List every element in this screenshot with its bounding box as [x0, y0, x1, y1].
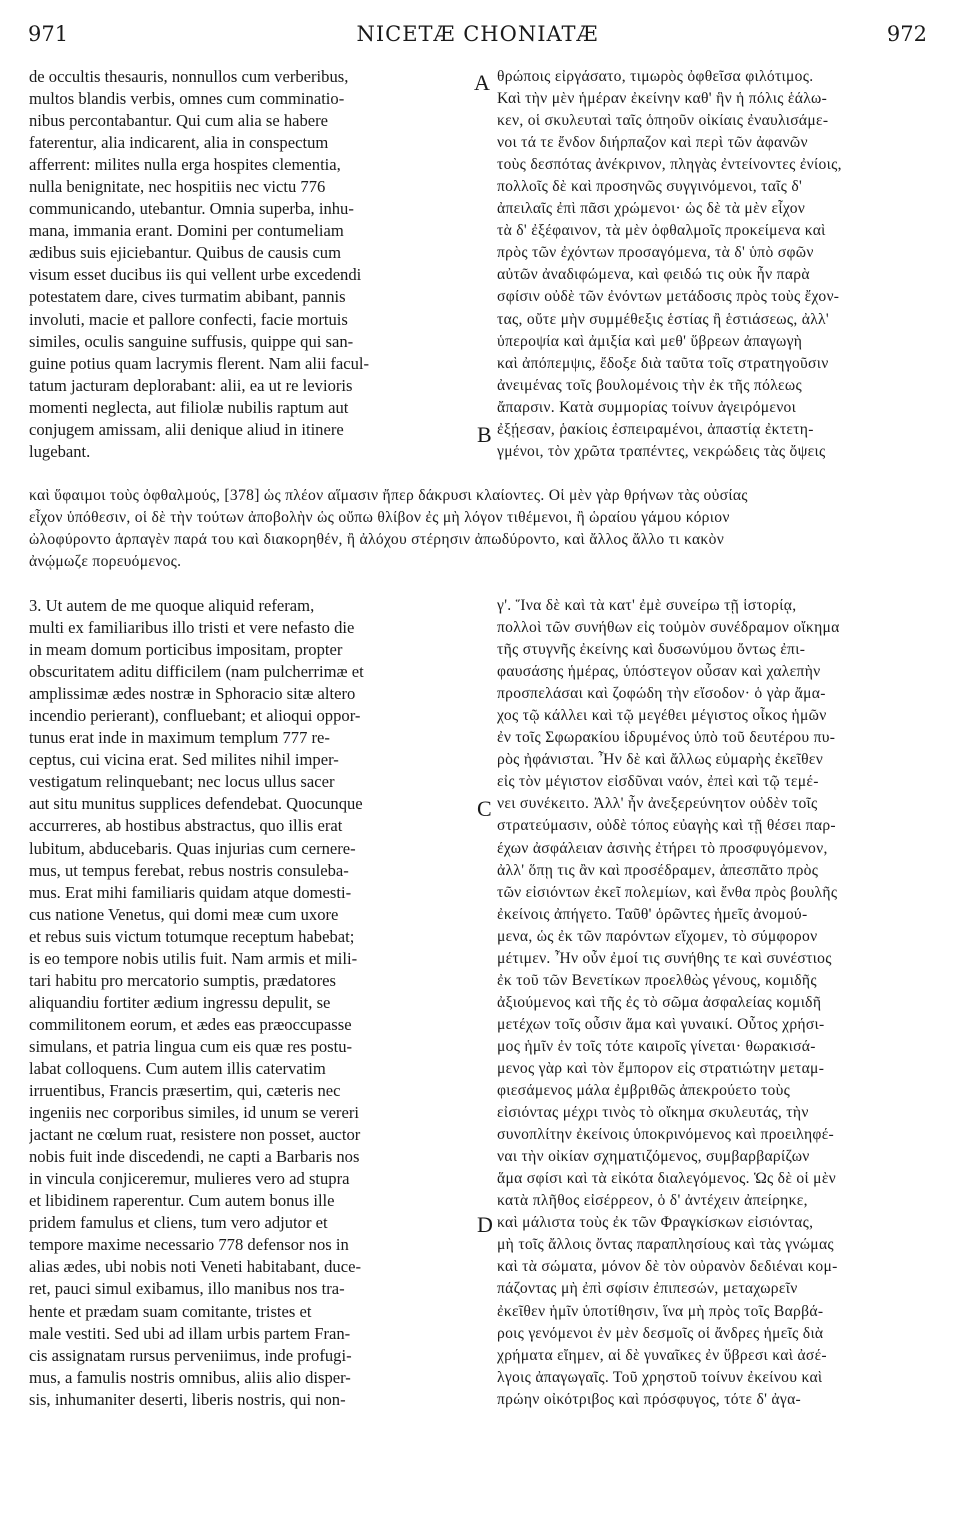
- greek-line: τας, οὔτε μὴν συμμέθεξις ἑστίας ἢ ἑστιάσεως, ἀλλ': [497, 310, 830, 328]
- greek-fullwidth-passage: [29, 485, 937, 573]
- greek-line: συνοπλίτην ἐκείνοις ὑποκρινόμενος καὶ προειληφέ-: [497, 1126, 835, 1144]
- greek-line: ροις γενόμενοι ἐν μὲν δεσμοῖς οἱ ἄνδρες ἡμεῖς διὰ: [497, 1324, 824, 1342]
- latin-line: similes, oculis sanguine suffusis, quippe qui san-: [29, 331, 354, 351]
- greek-line: σφίσιν οὐδὲ τῶν ἐνόντων μετάδοσις πρὸς τοὺς ἔχον-: [497, 288, 840, 306]
- latin-line: alias ædes, ubi nobis noti Veneti habitabant, duce-: [29, 1257, 361, 1277]
- greek-column-top: [497, 66, 935, 463]
- latin-line: de occultis thesauris, nonnullos cum verberibus,: [29, 67, 349, 86]
- section-marker-d: D: [477, 1212, 493, 1237]
- greek-line: ἀνειμένας τοῖς βουλομένοις τὴν ἐκ τῆς πόλεως: [497, 376, 802, 394]
- greek-line: μος ἡμῖν ἐν τοῖς τότε καιροῖς γίνεται· θωρακισά-: [497, 1037, 816, 1055]
- section-marker-b: B: [477, 422, 492, 447]
- latin-line: involuti, macie et pallore confecti, facie mortuis: [29, 309, 348, 329]
- latin-line: nulla benignitate, nec hospitiis nec victu 776: [29, 177, 326, 197]
- greek-line: κατὰ πλῆθος εἰσέρρεον, ὁ δ' ἀντέχειν ἀπείρηκε,: [497, 1192, 808, 1210]
- running-title: NICETÆ CHONIATÆ: [356, 22, 599, 46]
- greek-line: γμένοι, τὸν χρῶτα τραπέντες, νεκρώδεις τὰς ὄψεις: [497, 442, 826, 460]
- greek-line: ἀπειλαῖς ἐπὶ πᾶσι χρώμενοι· ὡς δὲ τὰ μὲν εἶχον: [497, 200, 806, 218]
- latin-line: multi ex familiaribus illo tristi et vere nefasto die: [29, 618, 355, 638]
- latin-line: lubitum, abducebaris. Quas injurias cum cernere-: [29, 838, 356, 858]
- latin-line: hente et prædam suam comitante, tristes et: [29, 1301, 312, 1321]
- greek-line: εἰς τὸν μέγιστον εἰσδῦναι ναόν, ἐπεὶ καὶ τῷ τεμέ-: [497, 773, 819, 791]
- latin-line: tari habitu pro mercatorio sumptis, prædatores: [29, 970, 336, 990]
- latin-line: pridem famulus et cliens, tum vero adjutor et: [29, 1213, 328, 1233]
- latin-line: aut situ munitus supplices defendebat. Quocunque: [29, 794, 363, 814]
- latin-line: ceptus, cui vicina erat. Sed milites nihil imper-: [29, 750, 339, 770]
- greek-line: στρατεύμασιν, οὐδὲ τόπος εὐαγὴς καὶ τῇ θέσει παρ-: [497, 817, 836, 835]
- greek-line: φιεσάμενος μάλα ἐμβριθῶς ἀπεκρούετο τοὺς: [497, 1082, 791, 1100]
- latin-line: nobis fuit inde discedendi, ne capti a Barbaris nos: [29, 1147, 360, 1167]
- greek-line: χος τῷ κάλλει καὶ τῷ μεγέθει μέγιστος οἶκος ἡμῶν: [497, 707, 827, 725]
- latin-line: sis, inhumaniter deserti, liberis nostris, qui non-: [29, 1389, 346, 1409]
- latin-line: ædibus suis ejiciebantur. Quibus de causis cum: [29, 243, 342, 263]
- latin-line: communicando, utebantur. Omnia superba, inhu-: [29, 199, 354, 219]
- latin-line: simulans, et patria lingua cum eis quæ res postu-: [29, 1036, 353, 1056]
- greek-line: γ'. Ἵνα δὲ καὶ τὰ κατ' ἐμὲ συνείρω τῇ ἱστορίᾳ,: [497, 597, 797, 614]
- greek-line: μενα, ὡς ἐκ τῶν παρόντων εἴχομεν, τὸ σύμφορον: [497, 927, 818, 945]
- latin-line: in meam domum porticibus impositam, propter: [29, 640, 343, 660]
- section-marker-a: A: [474, 70, 490, 95]
- latin-line: tunus erat inde in maximum templum 777 re-: [29, 728, 330, 748]
- latin-line: guine potius quam lacrymis flerent. Nam alii facul-: [29, 353, 370, 373]
- latin-line: potestatem dare, cives turmatim abibant, pannis: [29, 287, 346, 307]
- latin-line: visum esset ducibus iis qui vellent urbe excedendi: [29, 265, 362, 285]
- latin-line: mus. Erat mihi familiaris quidam atque domesti-: [29, 882, 352, 902]
- greek-column-bottom: [497, 595, 935, 1411]
- latin-line: commilitonem eorum, et ædes eas præoccupasse: [29, 1014, 352, 1034]
- greek-line: εἰσιόντας μέχρι τινὸς τὸ οἴκημα σκυλευτάς, τὴν: [497, 1104, 809, 1122]
- greek-line: ἐκείνοις ἀπήγετο. Ταῦθ' ὁρῶντες ἡμεῖς ἀνομού-: [497, 905, 808, 923]
- greek-line: κεν, οἱ σκυλευταὶ ταῖς ὁπηοῦν οἰκίαις ἐναυλισάμε-: [497, 112, 829, 130]
- greek-full-line: ἀνῴμωζε πορευόμενος.: [29, 553, 182, 571]
- greek-line: νοι τά τε ἔνδον διήρπαζον καὶ περὶ τῶν ἀφανῶν: [497, 134, 808, 152]
- greek-line: πολλοῖς δὲ καὶ προσηνῶς συγγινόμενοι, ταῖς δ': [497, 178, 803, 196]
- greek-line: πολλοὶ τῶν συνήθων εἰς τοὐμὸν συνέδραμον οἴκημα: [497, 619, 840, 637]
- greek-line: ἄπαρσιν. Κατὰ συμμορίας τοίνυν ἀγειρόμενοι: [497, 398, 797, 416]
- greek-line: τὰ δ' ἐξέφαινον, τὰ μὲν ὀφθαλμοῖς προκείμενα καὶ: [497, 222, 826, 240]
- greek-line: λγοις ἀπαγωγαῖς. Τοῦ χρηστοῦ τοίνυν ἐκείνου καὶ: [497, 1368, 823, 1386]
- latin-line: incendio perierant), confluebant; et alioqui oppor-: [29, 706, 361, 726]
- latin-line: is eo tempore nobis utilis fuit. Nam armis et mili-: [29, 948, 358, 968]
- latin-line: mus, ut tempus ferebat, rebus nostris consuleba-: [29, 860, 349, 880]
- greek-line: ἅμα σφίσι καὶ τὰ εἰκότα διαλεγόμενος. Ὡς δὲ οἱ μὲν: [497, 1170, 837, 1188]
- latin-line: mana, immania erant. Domini per contumeliam: [29, 221, 344, 241]
- latin-line: lugebant.: [29, 441, 91, 461]
- greek-line: πρώην οἰκότριβος καὶ πρόσφυγος, τότε δ' ἀγα-: [497, 1390, 802, 1408]
- greek-line: αὐτῶν ἀναδιφώμενα, καὶ φειδώ τις οὐκ ἦν παρὰ: [497, 266, 810, 284]
- latin-line: nibus percontabantur. Qui cum alia se habere: [29, 111, 329, 131]
- latin-line: in vincula conjiceremur, mulieres vero ad stupra: [29, 1169, 350, 1189]
- greek-line: ἐν τοῖς Σφωρακίου ἱδρυμένος ὑπὸ τοῦ δευτέρου πυ-: [497, 729, 836, 747]
- greek-line: καὶ τὰ σώματα, μόνον δὲ τὸν οὐρανὸν δεδιέναι κομ-: [497, 1258, 838, 1276]
- latin-line: 3. Ut autem de me quoque aliquid referam,: [29, 596, 315, 615]
- greek-line: καὶ μάλιστα τοὺς ἐκ τῶν Φραγκίσκων εἰσιόντας,: [497, 1214, 814, 1232]
- greek-line: χρήματα εἴημεν, αἱ δὲ γυναῖκες ἐν ὕβρεσι καὶ ἀσέ-: [497, 1346, 827, 1364]
- greek-line: θρώποις εἰργάσατο, τιμωρὸς ὀφθεῖσα φιλότιμος.: [497, 68, 814, 85]
- greek-line: καὶ ἀπόπεμψις, ἔδοξε διὰ ταῦτα τοῖς στρατηγοῦσιν: [497, 354, 829, 372]
- latin-line: aliquandiu fortiter ædium ingressu depulit, se: [29, 992, 331, 1012]
- greek-line: ἐκ τοῦ τῶν Βενετίκων προελθὼς γένους, κομιδῆς: [497, 971, 817, 989]
- greek-line: ἐξῄεσαν, ῥακίοις ἐσπειραμένοι, ἀπαστίᾳ ἐκτετη-: [497, 420, 814, 438]
- latin-line: jactant ne cœlum ruat, resistere non posset, auctor: [29, 1125, 361, 1145]
- greek-line: τῶν εἰσιόντων ἐκεῖ πολεμίων, καὶ ἔνθα πρὸς βουλῆς: [497, 883, 838, 901]
- greek-line: ἐκεῖθεν ἡμῖν ὑποτίθησιν, ἵνα μὴ πρὸς τοῖς Βαρβά-: [497, 1302, 824, 1320]
- greek-line: πρὸς τῶν ἐχόντων προσαγόμενα, τὰ δ' ὑπὸ σφῶν: [497, 244, 814, 262]
- latin-line: multos blandis verbis, omnes cum comminatio-: [29, 89, 345, 109]
- greek-line: μενος γὰρ καὶ τὸν ἔμπορον εἰς στρατιώτην μεταμ-: [497, 1059, 825, 1077]
- greek-line: Καὶ τὴν μὲν ἡμέραν ἐκείνην καθ' ἣν ἡ πόλις ἑάλω-: [497, 90, 828, 108]
- latin-line: mus, a famulis nostris omnibus, aliis alio disper-: [29, 1367, 351, 1387]
- greek-line: έχων ἀσφάλειαν ἀσινὴς ἐτήρει τὸ προσφυγόμενον,: [497, 839, 828, 857]
- latin-line: et libidinem raperentur. Cum autem bonus ille: [29, 1191, 335, 1211]
- latin-line: ingeniis nec corporibus similes, id unum se vereri: [29, 1103, 359, 1123]
- latin-line: accurreres, ab hostibus abstractus, quo illis erat: [29, 816, 343, 836]
- latin-line: male vestiti. Sed ubi ad illam urbis partem Fran-: [29, 1323, 351, 1343]
- latin-line: tatum jacturam deplorabant: alii, ea ut re levioris: [29, 375, 353, 395]
- greek-line: ναι τὴν οἰκίαν σχηματιζόμενος, συμβαρβαρίζων: [497, 1148, 810, 1166]
- latin-line: labat colloquens. Cum autem illis catervatim: [29, 1058, 326, 1078]
- latin-line: irruentibus, Francis præsertim, qui, cæteris nec: [29, 1081, 341, 1101]
- greek-full-line: ὠλοφύροντο ἁρπαγὲν παρά του καὶ διακορηθέν, ἢ ἀλόχου στέρησιν ἀπωδύροντο, καὶ ἄλλος ἄλλο τι κακὸν: [29, 531, 725, 549]
- greek-line: μέτιμεν. Ἦν οὖν ἐμοί τις συνήθης τε καὶ συνέστιος: [497, 949, 832, 967]
- latin-line: et rebus suis victum totumque receptum habebat;: [29, 926, 355, 946]
- latin-line: obscuritatem aditu difficilem (nam pulcherrimæ et: [29, 662, 364, 682]
- greek-line: ἀξιούμενος καὶ τῆς ἐς τὸ σῶμα ἀσφαλείας κομιδῆ: [497, 993, 822, 1011]
- latin-column-bottom: [29, 595, 467, 1411]
- greek-line: τῆς στυγνῆς ἐκείνης καὶ δυσωνύμου ὄντως ἐπι-: [497, 641, 806, 659]
- greek-line: ἀλλ' ὅπῃ τις ἂν καὶ προσέδραμεν, ἀπεσπᾶτο πρὸς: [497, 861, 819, 879]
- greek-line: ὑπεροψία καὶ ἀμιξία καὶ μεθ' ὕβρεων ἀπαγωγὴ: [497, 332, 803, 350]
- greek-line: πάζοντας μὴ ἐπὶ σφίσιν ἐπιπεσών, μεταχωρεῖν: [497, 1280, 798, 1298]
- greek-line: νει συνέκειτο. Ἀλλ' ἦν ἀνεξερεύνητον οὐδὲν τοῖς: [497, 795, 818, 813]
- latin-column-top: [29, 66, 467, 463]
- page-header: [28, 22, 927, 52]
- greek-line: μετέχων τοῖς οὖσιν ἅμα καὶ γυναικί. Οὗτος χρήσι-: [497, 1015, 825, 1033]
- greek-full-line: εἶχον ὑπόθεσιν, οἱ δὲ τὴν τούτων ἀποβολὴν ὡς οὔπω θλίβον ἐς μὴ λόγον τιθέμενοι, ἢ ὡραίου γάμου κόριον: [29, 509, 730, 527]
- greek-line: φαυσάσης ἡμέρας, ὑπόστεγον οὖσαν καὶ χαλεπὴν: [497, 663, 821, 681]
- latin-line: cis assignatam rursus perveniimus, inde profugi-: [29, 1345, 352, 1365]
- latin-line: faterentur, alia indicarent, alia in conspectum: [29, 133, 329, 153]
- greek-line: ρὸς ἠφάνισται. Ἦν δὲ καὶ ἄλλως εὐμαρὴς ἐκεῖθεν: [497, 751, 824, 769]
- latin-line: afferrent: milites nulla erga hospites clementia,: [29, 155, 341, 175]
- page-number-left: 971: [28, 22, 69, 46]
- greek-line: μὴ τοῖς ἄλλοις ὄντας παραπλησίους καὶ τὰς γνώμας: [497, 1236, 834, 1254]
- greek-full-line: καὶ ὕφαιμοι τοὺς ὀφθαλμούς, [378] ὡς πλέον αἵμασιν ἤπερ δάκρυσι κλαίοντες. Οἱ μὲν γὰρ θρήνων τὰς οὐσίας: [29, 487, 748, 504]
- greek-line: προσπελάσαι καὶ ζοφώδη τὴν εἴσοδον· ὁ γὰρ ἄμα-: [497, 685, 826, 703]
- latin-line: vestigatum relinquebant; nec locus ullus sacer: [29, 772, 335, 792]
- latin-line: conjugem amissam, alii denique aliud in itinere: [29, 419, 344, 439]
- latin-line: ret, pauci simul exibamus, illo manibus nos tra-: [29, 1279, 345, 1299]
- latin-line: cus natione Venetus, qui domi meæ cum uxore: [29, 904, 339, 924]
- section-marker-c: C: [477, 796, 492, 821]
- page-number-right: 972: [886, 22, 927, 46]
- latin-line: amplissimæ ædes nostræ in Sphoracio sitæ altero: [29, 684, 356, 704]
- latin-line: momenti neglecta, aut filiolæ nubilis raptum aut: [29, 397, 349, 417]
- latin-line: tempore maxime necessario 778 defensor nos in: [29, 1235, 349, 1255]
- greek-line: τοὺς δεσπότας ἀνέκρινον, πληγὰς ἐντείνοντες ἐνίοις,: [497, 156, 842, 174]
